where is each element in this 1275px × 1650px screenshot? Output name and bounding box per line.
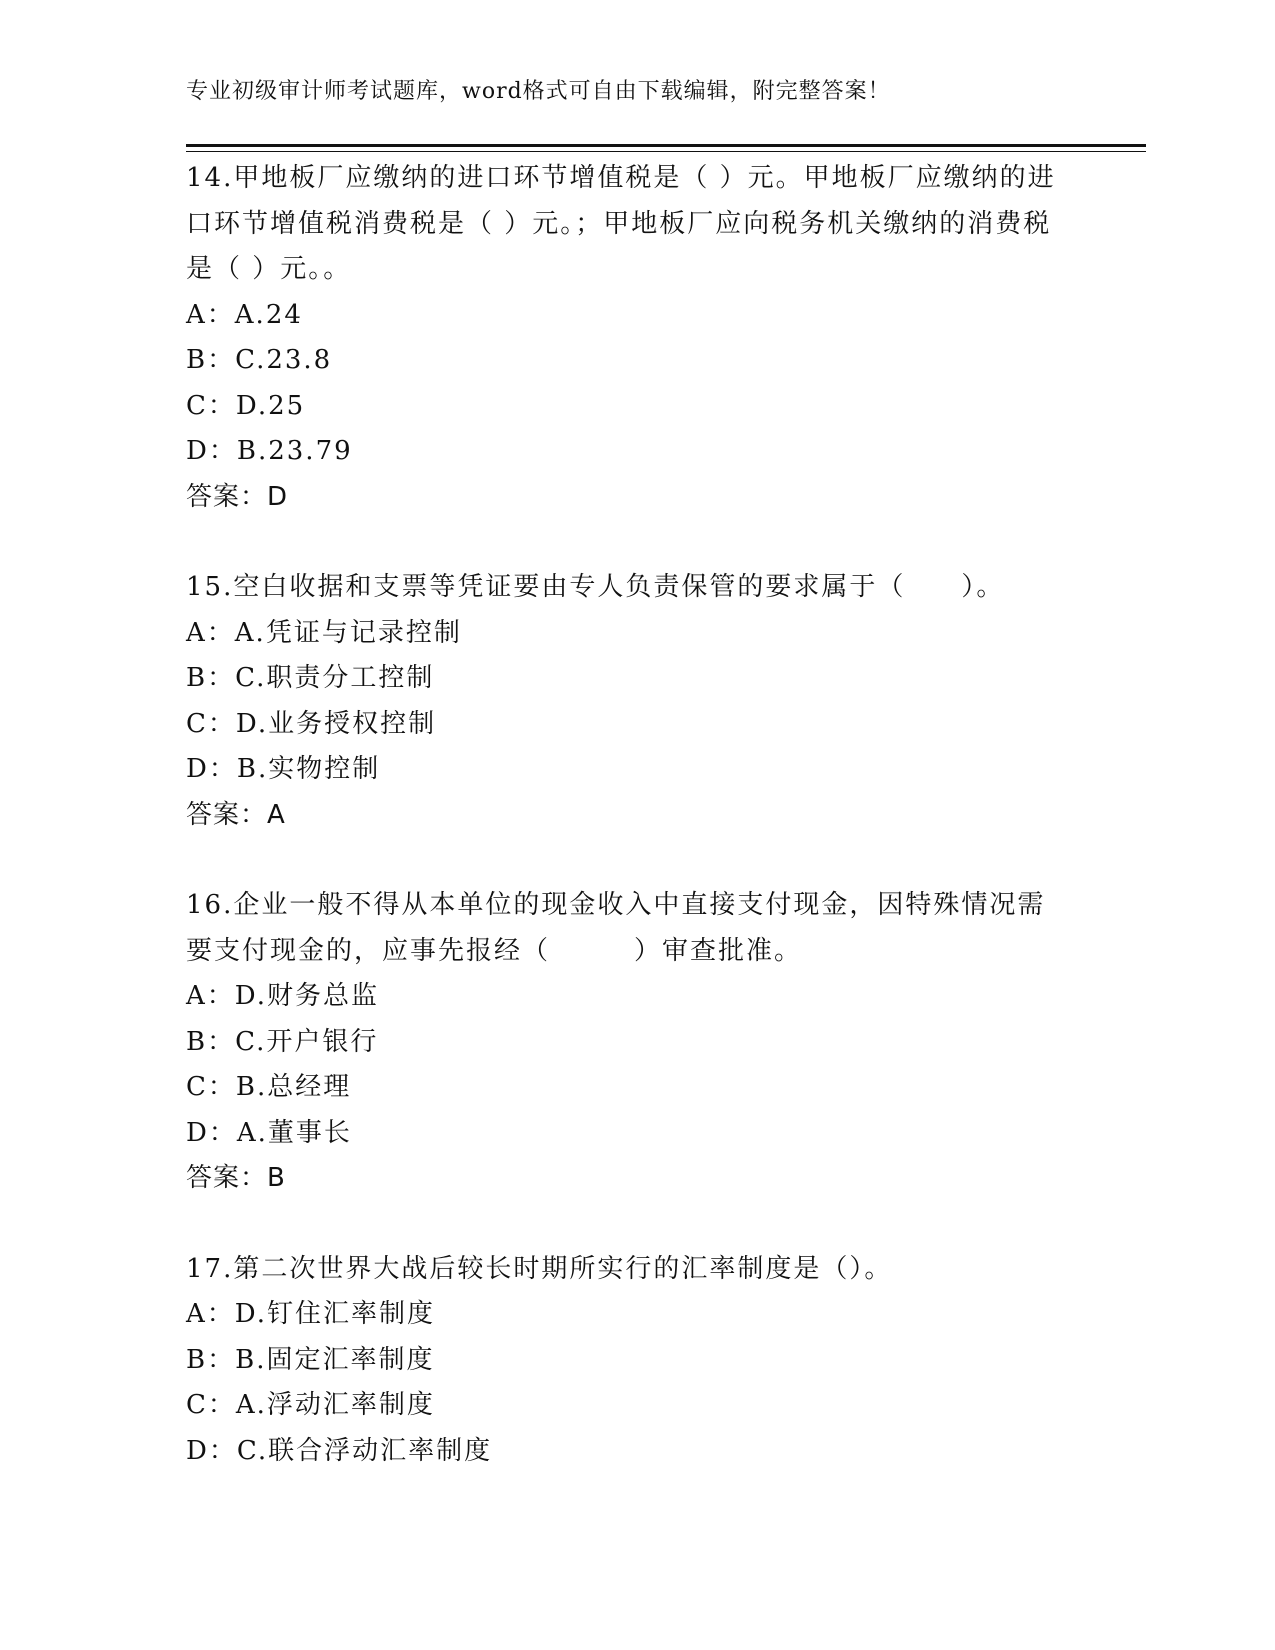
header-rule-thick [186,144,1146,147]
question-15 [186,565,1066,838]
option-a: A：D.财务总监 [186,981,379,1011]
answer-line: 答案：B [186,1163,286,1193]
option-d: D：B.23.79 [186,436,353,466]
option-b: B：B.固定汇率制度 [186,1344,435,1375]
option-b: B：C.职责分工控制 [186,663,435,693]
option-c: C：D.业务授权控制 [186,708,437,739]
answer-line: 答案：D [186,481,289,512]
option-c: C：A.浮动汇率制度 [186,1390,435,1420]
question-stem: 15.空白收据和支票等凭证要由专人负责保管的要求属于（ ）。 [186,572,1005,602]
option-b: B：C.开户银行 [186,1026,379,1057]
page-header: 专业初级审计师考试题库，word格式可自由下载编辑，附完整答案！ [186,79,891,104]
option-a: A：D.钉住汇率制度 [186,1299,435,1329]
question-stem: 17.第二次世界大战后较长时期所实行的汇率制度是（）。 [186,1253,893,1284]
question-14 [186,156,1066,520]
option-d: D：C.联合浮动汇率制度 [186,1435,493,1466]
question-17 [186,1247,1066,1475]
question-16 [186,883,1066,1202]
option-d: D：B.实物控制 [186,754,381,784]
option-a: A：A.凭证与记录控制 [186,617,462,648]
answer-line: 答案：A [186,799,286,830]
question-list [186,156,1066,1519]
question-stem: 16.企业一般不得从本单位的现金收入中直接支付现金，因特殊情况需要支付现金的，应事先报经（ ）审查批准。 [186,890,1046,966]
option-c: C：B.总经理 [186,1072,352,1102]
option-b: B：C.23.8 [186,345,333,375]
header-rule-thin [186,151,1146,152]
option-d: D：A.董事长 [186,1117,352,1148]
option-a: A：A.24 [186,299,303,330]
option-c: C：D.25 [186,390,306,421]
question-stem: 14.甲地板厂应缴纳的进口环节增值税是（ ）元。甲地板厂应缴纳的进口环节增值税消费税是（ ）元。；甲地板厂应向税务机关缴纳的消费税是（ ）元。。 [186,163,1056,284]
